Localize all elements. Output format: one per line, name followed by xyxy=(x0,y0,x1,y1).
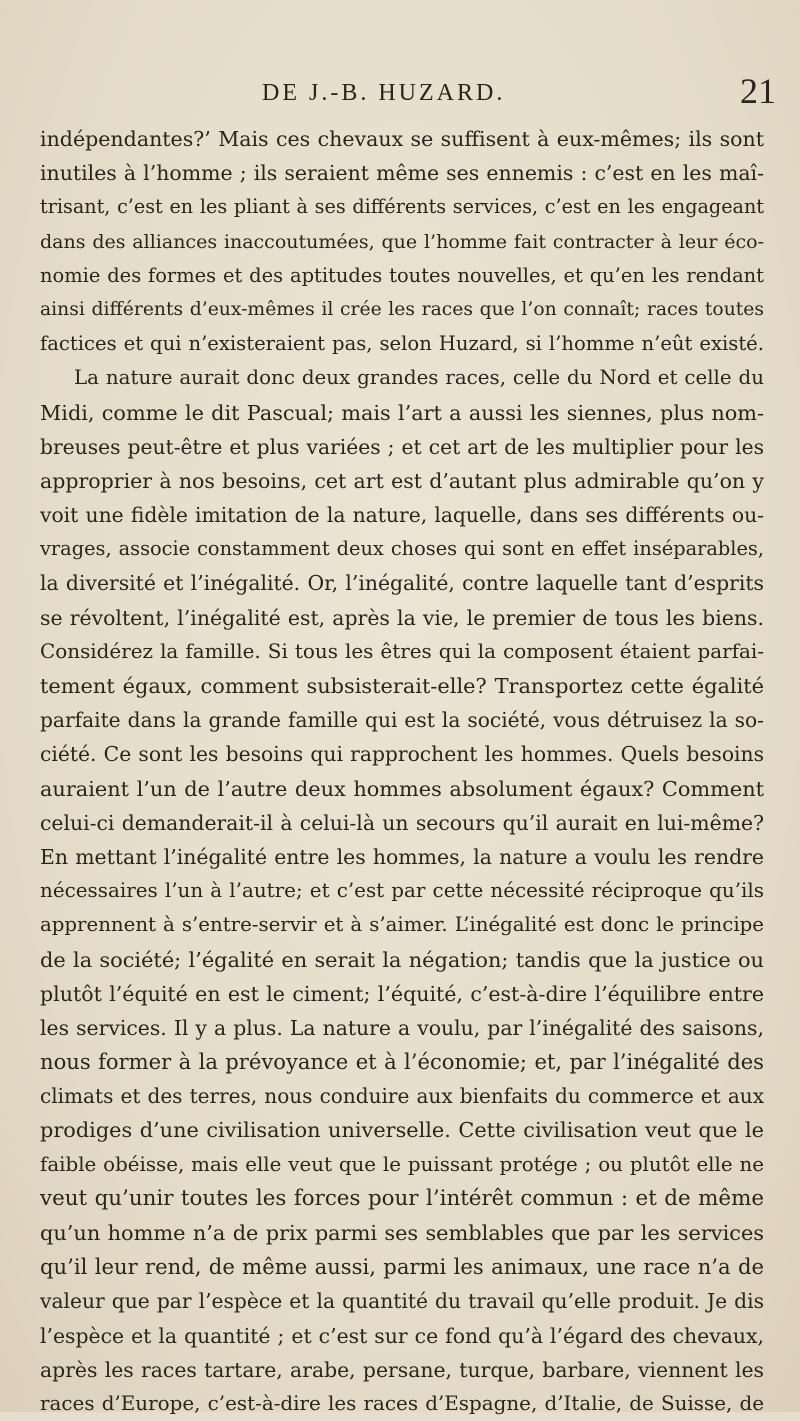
text-line: la diversité et l’inégalité. Or, l’inégalité, contre laquelle tant d’esprits xyxy=(40,571,764,596)
page-header xyxy=(0,70,800,114)
text-line: En mettant l’inégalité entre les hommes, la nature a voulu les rendre xyxy=(40,844,764,869)
text-line: voit une fidèle imitation de la nature, laquelle, dans ses différents ou- xyxy=(40,503,764,528)
text-line: celui-ci demanderait-il à celui-là un secours qu’il aurait en lui-même? xyxy=(40,810,764,835)
text-line: nécessaires l’un à l’autre; et c’est par cette nécessité réciproque qu’ils xyxy=(40,879,764,903)
text-line: plutôt l’équité en est le ciment; l’équité, c’est-à-dire l’équilibre entre xyxy=(40,981,764,1006)
text-line: indépendantes?’ Mais ces chevaux se suffisent à eux-mêmes; ils sont xyxy=(40,127,764,151)
text-line: faible obéisse, mais elle veut que le puissant protége ; ou plutôt elle ne xyxy=(40,1152,764,1176)
text-line: valeur que par l’espèce et la quantité du travail qu’elle produit. Je dis xyxy=(40,1289,764,1314)
text-line: après les races tartare, arabe, persane, turque, barbare, viennent les xyxy=(40,1357,764,1382)
text-line: Midi, comme le dit Pascual; mais l’art a aussi les siennes, plus nom- xyxy=(40,400,764,425)
text-line: vrages, associe constamment deux choses qui sont en effet inséparables, xyxy=(40,537,764,561)
text-line: apprennent à s’entre-servir et à s’aimer. L’inégalité est donc le principe xyxy=(40,913,764,937)
text-line: nomie des formes et des aptitudes toutes nouvelles, et qu’en les rendant xyxy=(40,263,764,287)
text-line: approprier à nos besoins, cet art est d’autant plus admirable qu’on y xyxy=(40,468,764,493)
text-line: ainsi différents d’eux-mêmes il crée les races que l’on connaît; races toutes xyxy=(40,298,764,320)
text-line: breuses peut-être et plus variées ; et cet art de les multiplier pour les xyxy=(40,434,764,459)
text-line: de la société; l’égalité en serait la négation; tandis que la justice ou xyxy=(40,947,764,972)
text-line: races d’Europe, c’est-à-dire les races d’Espagne, d’Italie, de Suisse, de xyxy=(40,1391,764,1415)
text-line: prodiges d’une civilisation universelle. Cette civilisation veut que le xyxy=(40,1118,764,1143)
running-title: DE J.-B. HUZARD. xyxy=(262,80,506,106)
text-line: tement égaux, comment subsisterait-elle? Transportez cette égalité xyxy=(40,674,764,698)
text-line: parfaite dans la grande famille qui est la société, vous détruisez la so- xyxy=(40,708,764,733)
text-line: La nature aurait donc deux grandes races, celle du Nord et celle du xyxy=(74,366,764,390)
text-line: veut qu’unir toutes les forces pour l’intérêt commun : et de même xyxy=(40,1185,764,1211)
text-line: Considérez la famille. Si tous les êtres qui la composent étaient parfai- xyxy=(40,639,764,663)
body-text xyxy=(40,122,764,1421)
text-line: qu’il leur rend, de même aussi, parmi les animaux, une race n’a de xyxy=(40,1254,764,1280)
text-line: climats et des terres, nous conduire aux bienfaits du commerce et aux xyxy=(40,1084,764,1109)
page-number: 21 xyxy=(740,71,776,111)
text-line: inutiles à l’homme ; ils seraient même ses ennemis : c’est en les maî- xyxy=(40,161,764,186)
text-line: se révoltent, l’inégalité est, après la vie, le premier de tous les biens. xyxy=(40,605,764,630)
text-line: ciété. Ce sont les besoins qui rapprochent les hommes. Quels besoins xyxy=(40,742,764,767)
text-line: factices et qui n’existeraient pas, selon Huzard, si l’homme n’eût existé. xyxy=(40,332,764,356)
text-line: trisant, c’est en les pliant à ses différents services, c’est en les engageant xyxy=(40,195,764,219)
text-line: l’espèce et la quantité ; et c’est sur ce fond qu’à l’égard des chevaux, xyxy=(40,1323,764,1348)
text-line: nous former à la prévoyance et à l’économie; et, par l’inégalité des xyxy=(40,1049,764,1075)
text-line: qu’un homme n’a de prix parmi ses semblables que par les services xyxy=(40,1221,764,1245)
text-line: dans des alliances inaccoutumées, que l’homme fait contracter à leur éco- xyxy=(40,230,764,253)
text-line: auraient l’un de l’autre deux hommes absolument égaux? Comment xyxy=(40,776,764,801)
text-line: les services. Il y a plus. La nature a voulu, par l’inégalité des saisons, xyxy=(40,1015,764,1040)
